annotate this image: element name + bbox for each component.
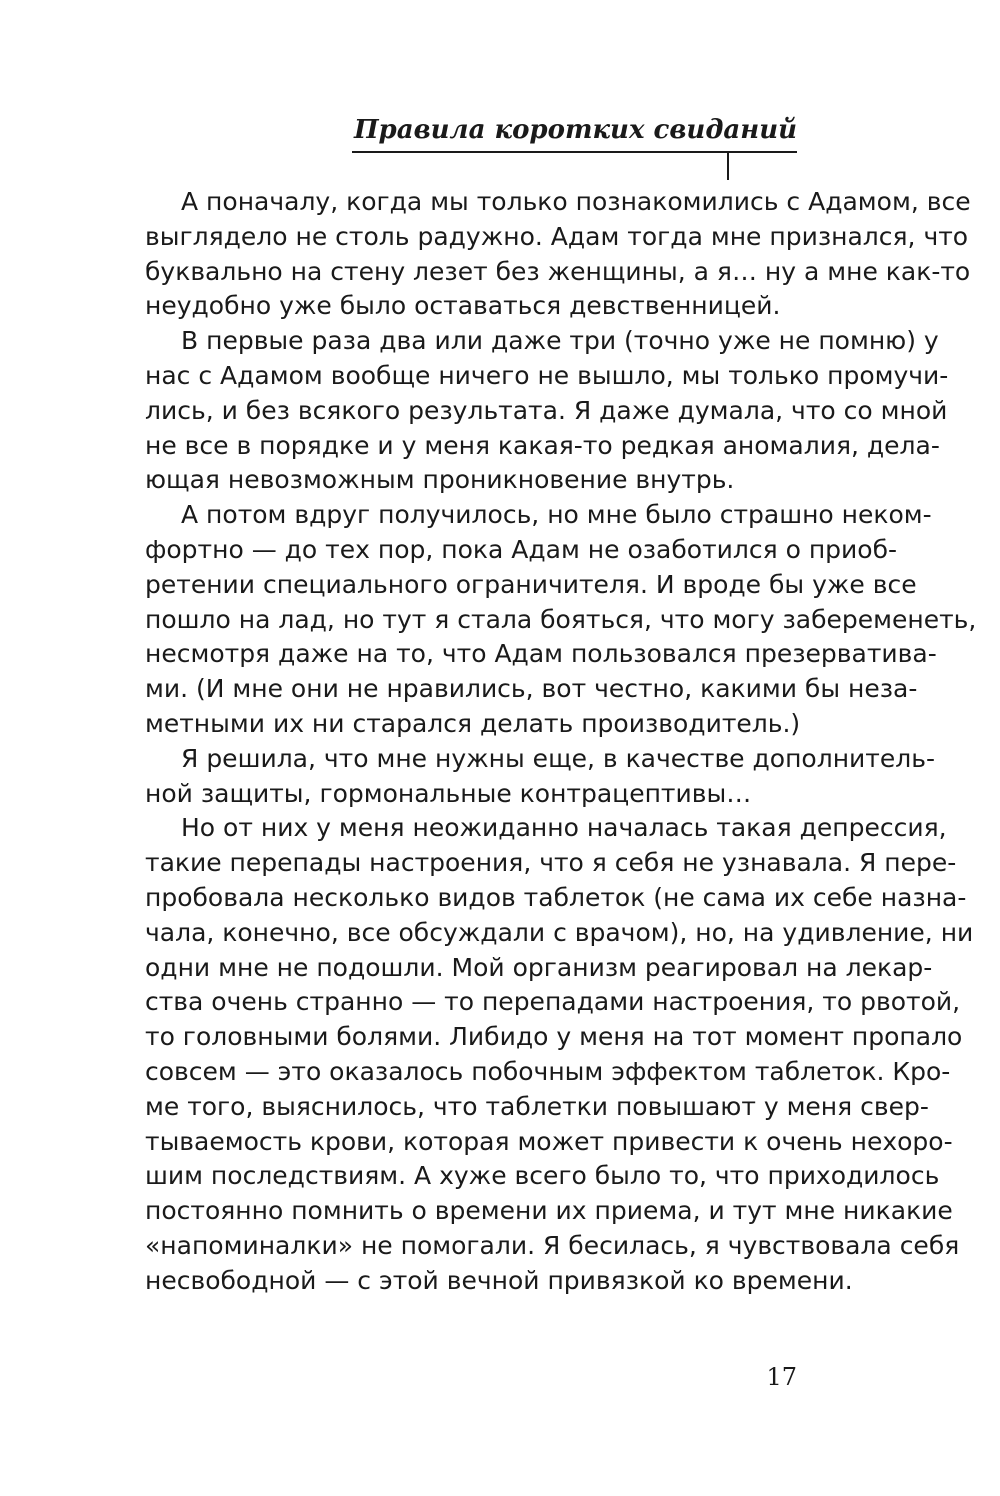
text-line: то головными болями. Либидо у меня на тот момент пропало — [145, 1022, 963, 1052]
paragraph — [145, 742, 935, 812]
text-line: Но от них у меня неожиданно началась такая депрессия, — [181, 813, 947, 843]
text-line: выглядело не столь радужно. Адам тогда мне признался, что — [145, 221, 969, 251]
text-line: ющая невозможным проникновение внутрь. — [145, 465, 735, 495]
text-line: совсем — это оказалось побочным эффектом таблеток. Кро- — [145, 1056, 951, 1086]
text-line: ретении специального ограничителя. И вроде бы уже все — [145, 569, 917, 599]
running-head: Правила коротких свиданий — [353, 115, 797, 145]
text-line: такие перепады настроения, что я себя не узнавала. Я пере- — [145, 848, 957, 878]
text-line: пробовала несколько видов таблеток (не сама их себе назна- — [145, 882, 967, 912]
text-line: В первые раза два или даже три (точно уже не помню) у — [181, 326, 939, 356]
text-line: ной защиты, гормональные контрацептивы… — [145, 778, 752, 808]
text-line: А поначалу, когда мы только познакомились с Адамом, все — [181, 187, 971, 216]
paragraph — [145, 324, 949, 498]
text-line: тываемость крови, которая может привести к очень нехоро- — [145, 1126, 953, 1156]
body-text — [145, 185, 977, 1299]
page-number: 17 — [766, 1363, 797, 1391]
text-line: метными их ни старался делать производитель.) — [145, 708, 801, 738]
text-line: чала, конечно, все обсуждали с врачом), но, на удивление, ни — [145, 917, 974, 947]
text-line: шим последствиям. А хуже всего было то, что приходилось — [145, 1161, 940, 1191]
text-line: ме того, выяснилось, что таблетки повышают у меня свер- — [145, 1091, 929, 1121]
text-line: «напоминалки» не помогали. Я бесилась, я чувствовала себя — [145, 1230, 960, 1260]
text-line: одни мне не подошли. Мой организм реагировал на лекар- — [145, 952, 933, 982]
text-line: пошло на лад, но тут я стала бояться, что могу забеременеть, — [145, 604, 977, 634]
text-line: несвободной — с этой вечной привязкой ко времени. — [145, 1265, 853, 1295]
text-line: А потом вдруг получилось, но мне было страшно неком- — [181, 500, 932, 530]
text-line: буквально на стену лезет без женщины, а я… ну а мне как-то — [145, 256, 971, 286]
text-line: не все в порядке и у меня какая-то редкая аномалия, дела- — [145, 430, 940, 460]
text-line: фортно — до тех пор, пока Адам не озаботился о приоб- — [145, 534, 898, 564]
text-line: неудобно уже было оставаться девственницей. — [145, 291, 781, 321]
text-line: нас с Адамом вообще ничего не вышло, мы только промучи- — [145, 360, 949, 390]
text-line: лись, и без всякого результата. Я даже думала, что со мной — [145, 395, 948, 425]
text-line: постоянно помнить о времени их приема, и тут мне никакие — [145, 1196, 953, 1226]
paragraph — [145, 498, 977, 742]
paragraph — [145, 185, 971, 324]
text-line: Я решила, что мне нужны еще, в качестве дополнитель- — [181, 743, 935, 773]
header-rule — [352, 151, 797, 153]
paragraph — [145, 811, 974, 1298]
text-line: ми. (И мне они не нравились, вот честно, какими бы неза- — [145, 674, 918, 704]
text-line: ства очень странно — то перепадами настроения, то рвотой, — [145, 987, 961, 1017]
text-line: несмотря даже на то, что Адам пользовался презерватива- — [145, 639, 937, 669]
header-rule-tick — [727, 152, 729, 180]
